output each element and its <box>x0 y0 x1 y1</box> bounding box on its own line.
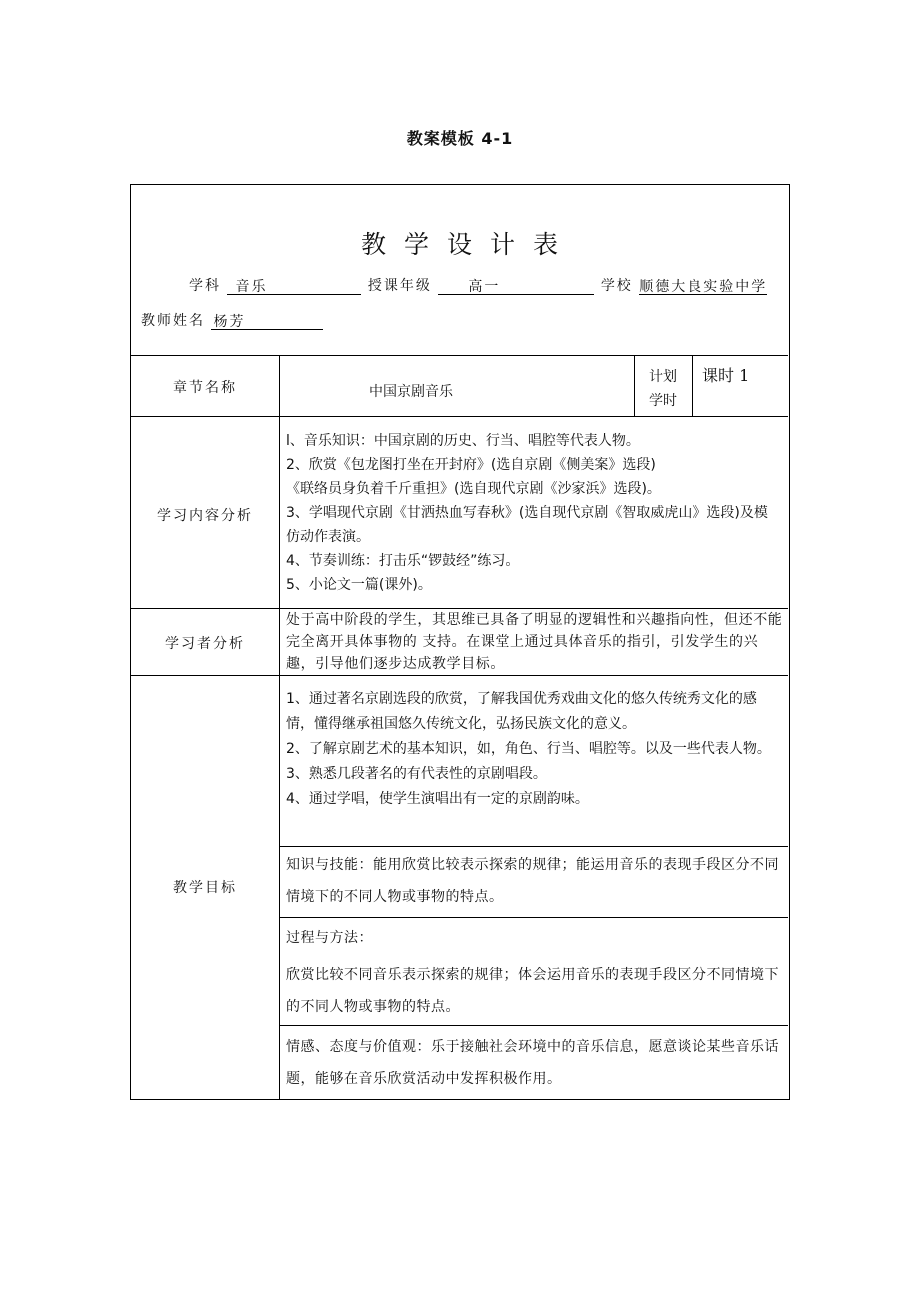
process-methods-block <box>286 927 783 1023</box>
content-line: 《联络员身负着千斤重担》(选自现代京剧《沙家浜》选段)。 <box>286 481 661 497</box>
table-main-title: 教学设计表 <box>360 230 576 259</box>
row-divider <box>279 1025 788 1026</box>
content-line: 3、学唱现代京剧《甘洒热血写春秋》(选自现代京剧《智取威虎山》选段)及模仿动作表演。 <box>286 505 768 545</box>
header-info-row <box>189 275 767 295</box>
learner-analysis-body: 处于高中阶段的学生，其思维已具备了明显的逻辑性和兴趣指向性，但还不能完全离开具体事物的 支持。在课堂上通过具体音乐的指引，引发学生的兴趣，引导他们逐步达成教学目标。 <box>286 612 783 672</box>
goal-line: 3、熟悉几段著名的有代表性的京剧唱段。 <box>286 766 547 782</box>
content-analysis-label: 学习内容分析 <box>157 508 253 524</box>
plan-label-line-1: 计划 <box>649 369 677 385</box>
content-line: 4、节奏训练：打击乐“锣鼓经”练习。 <box>286 553 520 569</box>
school-label: 学校 <box>600 278 633 294</box>
row-divider <box>279 846 788 847</box>
teaching-goals-label: 教学目标 <box>173 880 237 896</box>
teacher-info-row <box>141 310 323 330</box>
process-methods-text: 欣赏比较不同音乐表示探索的规律；体会运用音乐的表现手段区分不同情境下的不同人物或事物的特点。 <box>286 967 779 1015</box>
emotion-values-text: 情感、态度与价值观：乐于接触社会环境中的音乐信息，愿意谈论某些音乐话题，能够在音乐欣赏活动中发挥积极作用。 <box>286 1039 779 1087</box>
goal-line: 2、了解京剧艺术的基本知识，如，角色、行当、唱腔等。以及一些代表人物。 <box>286 741 771 757</box>
school-field <box>639 276 767 295</box>
row-divider <box>131 675 788 676</box>
chapter-value: 中国京剧音乐 <box>369 384 453 400</box>
row-divider <box>131 416 788 417</box>
goal-line: 1、通过著名京剧选段的欣赏，了解我国优秀戏曲文化的悠久传统秀文化的感情，懂得继承祖国悠久传统文化，弘扬民族文化的意义。 <box>286 691 757 732</box>
process-methods-title: 过程与方法： <box>286 930 373 946</box>
content-line: 2、欣赏《包龙图打坐在开封府》(选自京剧《侧美案》选段) <box>286 457 656 473</box>
document-title: 教案模板 4-1 <box>406 129 514 148</box>
content-line: 5、小论文一篇(课外)。 <box>286 577 432 593</box>
teaching-design-table <box>130 184 790 1100</box>
subject-label: 学科 <box>189 278 221 294</box>
knowledge-skills-text: 知识与技能：能用欣赏比较表示探索的规律；能运用音乐的表现手段区分不同情境下的不同人物或事物的特点。 <box>286 857 779 905</box>
learner-analysis-label: 学习者分析 <box>165 636 245 652</box>
column-divider <box>279 355 280 1099</box>
subject-value: 音乐 <box>235 279 268 295</box>
teacher-field <box>211 311 323 330</box>
class-hours-value: 课时 1 <box>702 366 750 385</box>
content-analysis-body <box>286 429 781 597</box>
school-value: 顺德大良实验中学 <box>639 279 768 295</box>
subject-field <box>227 276 361 295</box>
row-divider <box>279 917 788 918</box>
grade-field <box>438 276 594 295</box>
plan-hours-label <box>634 365 692 413</box>
grade-value: 高一 <box>468 279 501 295</box>
teacher-value: 杨芳 <box>213 314 246 330</box>
teacher-label: 教师姓名 <box>141 313 205 329</box>
plan-label-line-2: 学时 <box>649 393 677 409</box>
column-divider <box>692 355 693 416</box>
content-line: l、音乐知识：中国京剧的历史、行当、唱腔等代表人物。 <box>286 433 640 449</box>
row-divider <box>131 355 788 356</box>
goal-line: 4、通过学唱，使学生演唱出有一定的京剧韵味。 <box>286 791 589 807</box>
grade-label: 授课年级 <box>367 278 432 294</box>
teaching-goals-list <box>286 687 783 812</box>
chapter-label: 章节名称 <box>173 380 237 396</box>
